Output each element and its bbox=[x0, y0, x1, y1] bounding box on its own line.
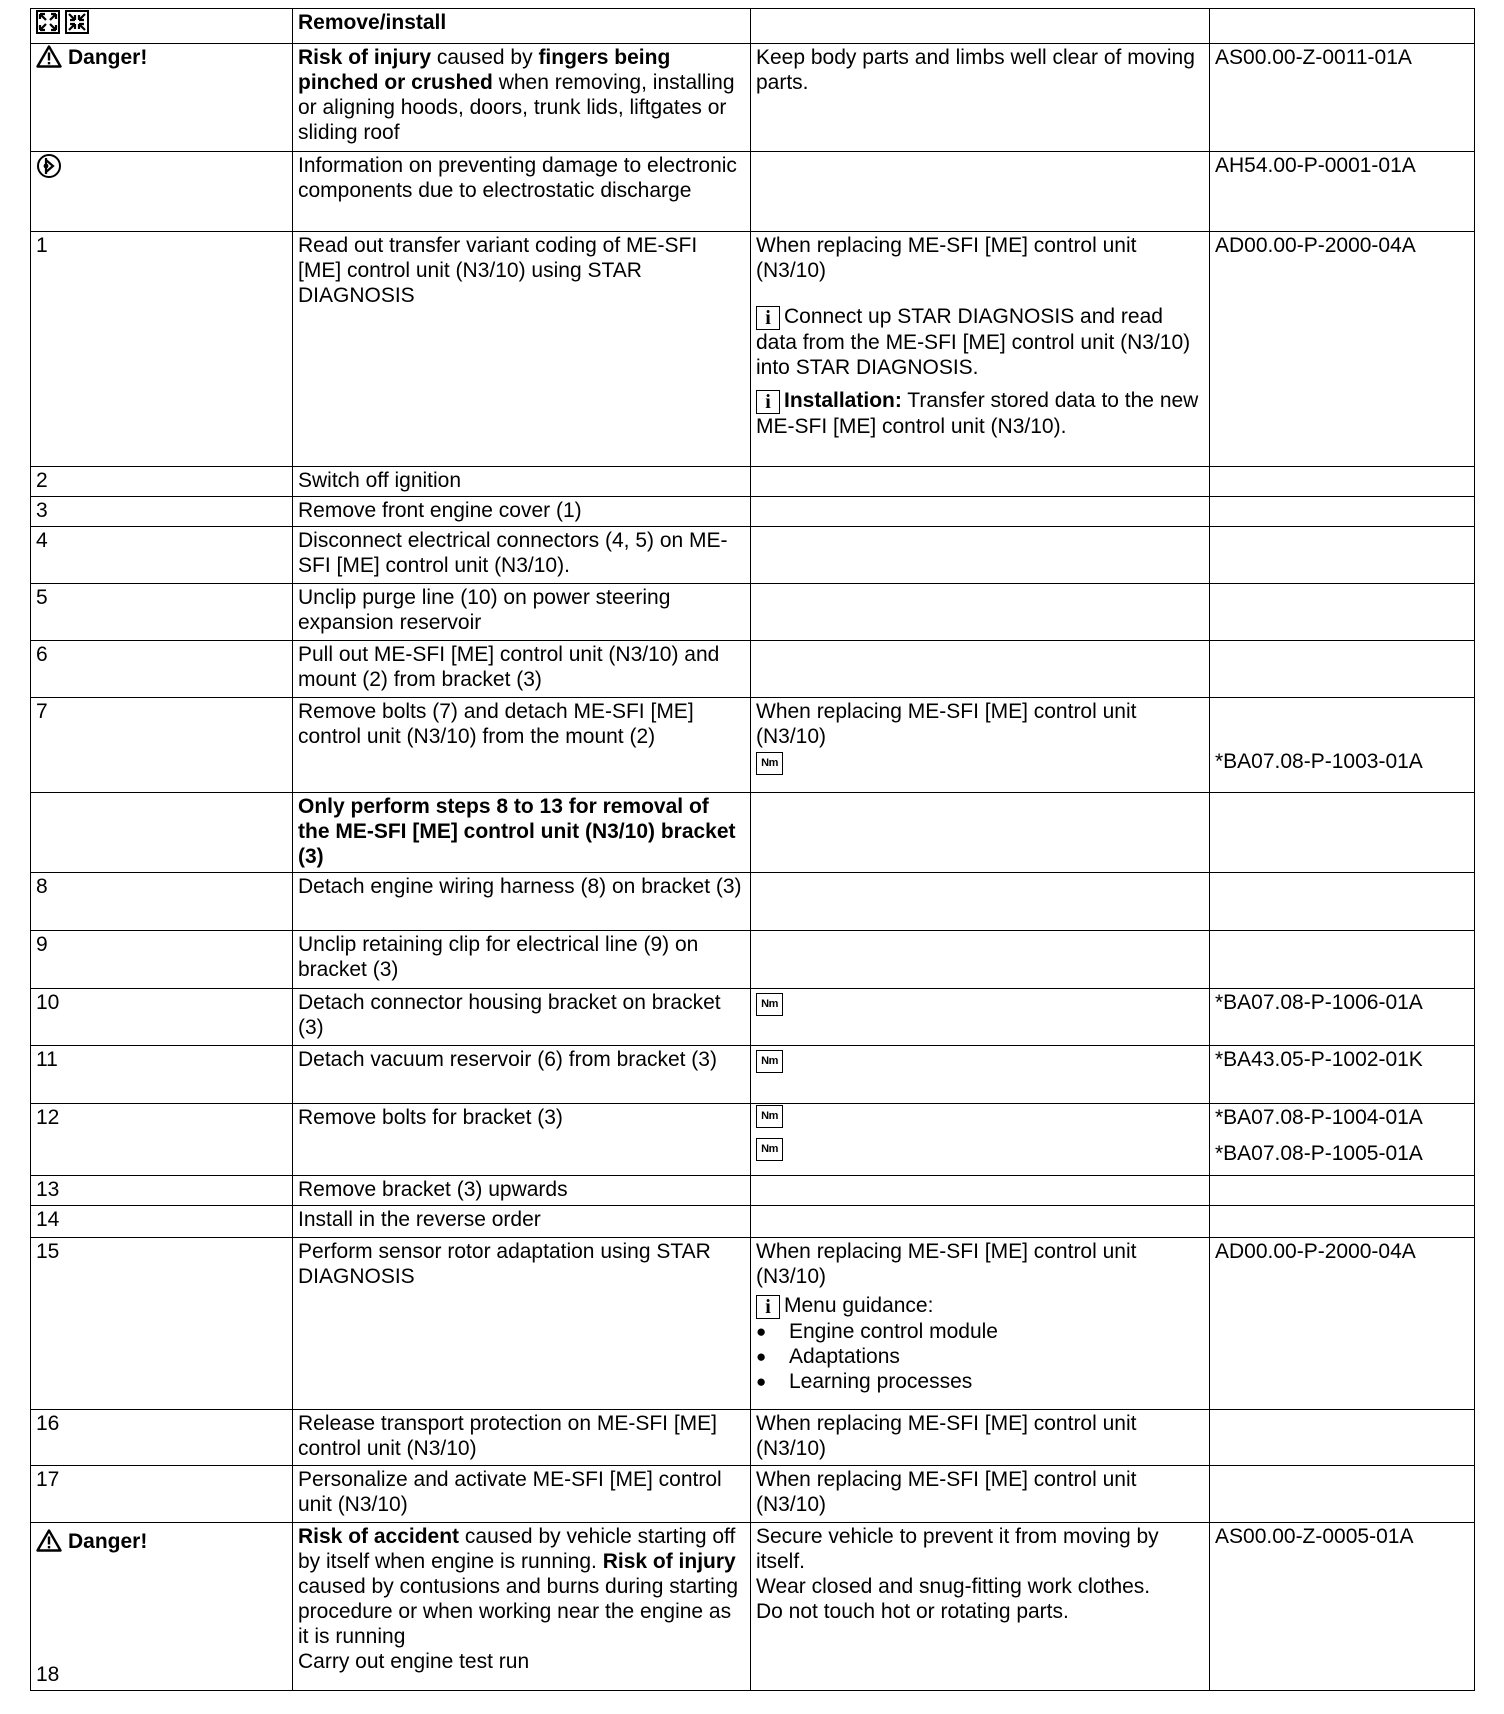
step-row-3 bbox=[31, 497, 1475, 527]
step-text: Pull out ME-SFI [ME] control unit (N3/10) and mount (2) from bracket (3) bbox=[293, 641, 751, 698]
procedure-document bbox=[30, 8, 1475, 1691]
step-row-13 bbox=[31, 1176, 1475, 1206]
step-note: When replacing ME-SFI [ME] control unit (N3/10) bbox=[751, 1410, 1210, 1466]
step-text: Detach engine wiring harness (8) on bracket (3) bbox=[293, 873, 751, 931]
step-note: When replacing ME-SFI [ME] control unit (N3/10) i Connect up STAR DIAGNOSIS and read data from the ME-SFI [ME] control unit (N3/10) into STAR DIAGNOSIS. i Installation: Transfer stored data to the new ME-SFI [ME] control unit (N3/10). bbox=[751, 232, 1210, 467]
step-number: 4 bbox=[31, 527, 293, 584]
torque-spec-icon[interactable]: Nm bbox=[756, 1105, 783, 1128]
step-text: Remove front engine cover (1) bbox=[293, 497, 751, 527]
warning-triangle-icon bbox=[36, 1529, 62, 1552]
step-note: When replacing ME-SFI [ME] control unit (N3/10) bbox=[751, 1466, 1210, 1523]
document-reference-link[interactable]: *BA07.08-P-1005-01A bbox=[1215, 1142, 1423, 1165]
step-number: 10 bbox=[31, 989, 293, 1046]
step-row-5 bbox=[31, 584, 1475, 641]
list-item: ● Learning processes bbox=[789, 1369, 1204, 1394]
step-text: Switch off ignition bbox=[293, 467, 751, 497]
step-number: 6 bbox=[31, 641, 293, 698]
step-row-6 bbox=[31, 641, 1475, 698]
step-text: Unclip retaining clip for electrical line (9) on bracket (3) bbox=[293, 931, 751, 989]
step-text: Remove bracket (3) upwards bbox=[293, 1176, 751, 1206]
step-number: 14 bbox=[31, 1206, 293, 1238]
step-number: 5 bbox=[31, 584, 293, 641]
step-row-1 bbox=[31, 232, 1475, 467]
danger-note: Keep body parts and limbs well clear of moving parts. bbox=[751, 44, 1210, 152]
torque-spec-icon[interactable]: Nm bbox=[756, 1138, 783, 1161]
step-number: 12 bbox=[31, 1104, 293, 1176]
danger-note: Secure vehicle to prevent it from moving by itself. Wear closed and snug-fitting work clothes. Do not touch hot or rotating parts. bbox=[751, 1523, 1210, 1691]
list-item: ● Engine control module bbox=[789, 1319, 1204, 1344]
step-number: 11 bbox=[31, 1046, 293, 1104]
danger-label: Danger! bbox=[68, 46, 148, 69]
step-number: 18 bbox=[36, 1663, 60, 1686]
document-reference-link[interactable]: *BA07.08-P-1003-01A bbox=[1215, 750, 1423, 773]
document-reference-link[interactable]: *BA07.08-P-1004-01A bbox=[1215, 1106, 1423, 1129]
danger-row bbox=[31, 1523, 1475, 1691]
step-text: Disconnect electrical connectors (4, 5) on ME-SFI [ME] control unit (N3/10). bbox=[293, 527, 751, 584]
document-reference-link[interactable]: AD00.00-P-2000-04A bbox=[1210, 232, 1475, 467]
step-text: Install in the reverse order bbox=[293, 1206, 751, 1238]
info-icon: i bbox=[756, 1295, 780, 1319]
list-item: ● Adaptations bbox=[789, 1344, 1204, 1369]
step-text: Detach vacuum reservoir (6) from bracket (3) bbox=[293, 1046, 751, 1104]
step-row-16 bbox=[31, 1410, 1475, 1466]
step-number: 8 bbox=[31, 873, 293, 931]
step-text: Perform sensor rotor adaptation using STAR DIAGNOSIS bbox=[293, 1238, 751, 1410]
step-text: Read out transfer variant coding of ME-SFI [ME] control unit (N3/10) using STAR DIAGNOSIS bbox=[293, 232, 751, 467]
torque-spec-icon[interactable]: Nm bbox=[756, 1050, 783, 1073]
instruction-text: Only perform steps 8 to 13 for removal of the ME-SFI [ME] control unit (N3/10) bracket (3) bbox=[293, 793, 751, 873]
danger-text: Risk of injury caused by fingers being pinched or crushed when removing, installing or aligning hoods, doors, trunk lids, liftgates or sliding roof bbox=[293, 44, 751, 152]
document-reference-link[interactable]: AS00.00-Z-0005-01A bbox=[1210, 1523, 1475, 1691]
document-reference-link[interactable]: *BA43.05-P-1002-01K bbox=[1210, 1046, 1475, 1104]
danger-row bbox=[31, 44, 1475, 152]
step-number: 13 bbox=[31, 1176, 293, 1206]
step-text: Unclip purge line (10) on power steering expansion reservoir bbox=[293, 584, 751, 641]
step-row-15 bbox=[31, 1238, 1475, 1410]
info-icon: i bbox=[756, 306, 780, 330]
torque-spec-icon[interactable]: Nm bbox=[756, 752, 783, 775]
step-text: Carry out engine test run bbox=[298, 1650, 530, 1673]
step-row-9 bbox=[31, 931, 1475, 989]
step-text: Detach connector housing bracket on bracket (3) bbox=[293, 989, 751, 1046]
step-row-7 bbox=[31, 698, 1475, 793]
expand-arrows-icon bbox=[36, 10, 60, 34]
esd-row bbox=[31, 152, 1475, 232]
step-text: Remove bolts for bracket (3) bbox=[293, 1104, 751, 1176]
header-row bbox=[31, 9, 1475, 44]
step-text: Personalize and activate ME-SFI [ME] control unit (N3/10) bbox=[293, 1466, 751, 1523]
step-note: When replacing ME-SFI [ME] control unit (N3/10) i Menu guidance: ● Engine control module ● Adaptations ● Learning processes bbox=[751, 1238, 1210, 1410]
electrostatic-discharge-icon bbox=[36, 153, 62, 179]
instruction-row bbox=[31, 793, 1475, 873]
step-text: Information on preventing damage to electronic components due to electrostatic discharge bbox=[293, 152, 751, 232]
step-number: 1 bbox=[31, 232, 293, 467]
step-note: When replacing ME-SFI [ME] control unit (N3/10) Nm bbox=[751, 698, 1210, 793]
menu-guidance-list bbox=[756, 1319, 1204, 1394]
danger-text: Risk of accident caused by vehicle starting off by itself when engine is running. Risk of injury caused by contusions and burns during starting procedure or when working near the engine as it is running bbox=[298, 1525, 739, 1648]
step-row-17 bbox=[31, 1466, 1475, 1523]
step-row-11 bbox=[31, 1046, 1475, 1104]
step-row-4 bbox=[31, 527, 1475, 584]
header-icons-cell bbox=[31, 9, 293, 44]
step-row-10 bbox=[31, 989, 1475, 1046]
step-row-12 bbox=[31, 1104, 1475, 1176]
step-number: 3 bbox=[31, 497, 293, 527]
info-icon: i bbox=[756, 390, 780, 414]
document-reference-link[interactable]: AD00.00-P-2000-04A bbox=[1210, 1238, 1475, 1410]
document-reference-link[interactable]: *BA07.08-P-1006-01A bbox=[1210, 989, 1475, 1046]
step-number: 2 bbox=[31, 467, 293, 497]
document-reference-link[interactable]: AS00.00-Z-0011-01A bbox=[1210, 44, 1475, 152]
step-number: 7 bbox=[31, 698, 293, 793]
warning-triangle-icon bbox=[36, 45, 62, 68]
step-number: 15 bbox=[31, 1238, 293, 1410]
step-text: Remove bolts (7) and detach ME-SFI [ME] control unit (N3/10) from the mount (2) bbox=[293, 698, 751, 793]
step-row-8 bbox=[31, 873, 1475, 931]
step-row-2 bbox=[31, 467, 1475, 497]
torque-spec-icon[interactable]: Nm bbox=[756, 993, 783, 1016]
step-number: 17 bbox=[31, 1466, 293, 1523]
header-title: Remove/install bbox=[293, 9, 751, 44]
step-text: Release transport protection on ME-SFI [ME] control unit (N3/10) bbox=[293, 1410, 751, 1466]
collapse-arrows-icon bbox=[65, 10, 89, 34]
step-number: 16 bbox=[31, 1410, 293, 1466]
danger-label: Danger! bbox=[68, 1530, 148, 1553]
document-reference-link[interactable]: AH54.00-P-0001-01A bbox=[1210, 152, 1475, 232]
step-number: 9 bbox=[31, 931, 293, 989]
step-row-14 bbox=[31, 1206, 1475, 1238]
procedure-table bbox=[30, 8, 1475, 1691]
